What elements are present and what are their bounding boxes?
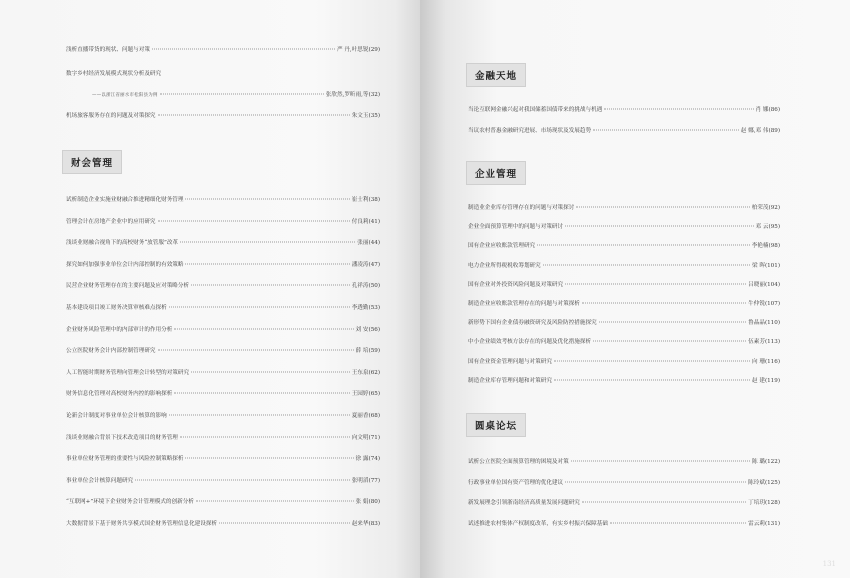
- toc-leader: [174, 328, 353, 329]
- toc-leader: [158, 220, 350, 221]
- toc-entry: 试述推进农村集体产权制度改革，有实乡村振兴保障基础 雷云莉 ( 131 ): [468, 521, 780, 528]
- toc-leader: [582, 303, 746, 304]
- toc-title: 当论互联网金融兴起对我国储蓄国债带来的挑战与机遇: [468, 107, 603, 113]
- section-heading: 圆桌论坛: [466, 413, 526, 437]
- toc-authors: 雷云莉: [748, 521, 765, 528]
- toc-entry: 当论互联网金融兴起对我国储蓄国债带来的挑战与机遇 肖 娜 ( 86 ): [468, 107, 780, 113]
- toc-authors: 徐 露: [355, 456, 369, 463]
- toc-leader: [185, 199, 349, 200]
- toc-authors: 李透勤: [351, 305, 369, 311]
- toc-leader: [576, 207, 749, 208]
- toc-authors: 肖 娜: [755, 107, 769, 113]
- toc-authors: 潘凌涛: [351, 261, 369, 268]
- toc-leader: [537, 245, 750, 246]
- toc-page-number: 98: [770, 243, 778, 250]
- toc-title: 民营企业财务管理存在的主要问题及应对策略分析: [66, 283, 190, 290]
- toc-page-number: 107: [767, 301, 778, 307]
- toc-authors: 王园婷: [351, 391, 369, 398]
- toc-title: 企业财务风险管理中的内部审计的作用分析: [66, 326, 173, 333]
- toc-leader: [582, 502, 746, 503]
- toc-authors: 刘 安: [355, 326, 369, 333]
- toc-leader: [565, 481, 746, 482]
- toc-entry: 民营企业财务管理存在的主要问题及应对策略分析 孔祥涛 ( 50 ): [66, 283, 380, 290]
- toc-entry: 制造企业库存管理问题和对策研究 赵 建 ( 119 ): [468, 377, 780, 384]
- toc-authors: 王东泉: [351, 369, 369, 376]
- toc-page-number: 44: [370, 240, 378, 247]
- toc-title: 公立医院财务会计内部控制管理研究: [66, 348, 156, 355]
- toc-leader: [158, 350, 354, 351]
- toc-title: 人工智能时期财务管理向管理会计转型的对策研究: [66, 369, 190, 376]
- toc-leader: [169, 415, 350, 416]
- toc-page-number: 53: [370, 305, 378, 311]
- toc-title: 企业全面预算管理中的问题与对策研讨: [468, 224, 564, 231]
- toc-page-number: 122: [767, 459, 778, 465]
- toc-title: 试析制造企业实施业财融合推进精细化财务管理: [66, 197, 184, 203]
- toc-authors: 赵 建: [751, 377, 765, 384]
- toc-entry: 试析制造企业实施业财融合推进精细化财务管理 崔士利 ( 38 ): [66, 197, 380, 203]
- toc-entry: 财务信息化管理对高校财务内控的影响探析 王园婷 ( 65 ): [66, 391, 380, 398]
- toc-entry-subtitle: ——以浙江省丽水市松阳县为例 张欣然,罗昕雨,等 ( 32 ): [92, 92, 380, 98]
- toc-page-number: 50: [370, 283, 378, 290]
- toc-leader: [158, 115, 350, 116]
- toc-page-number: 95: [770, 224, 778, 231]
- toc-page-number: 110: [767, 320, 778, 327]
- toc-authors: 向文明: [351, 434, 369, 441]
- toc-authors: 严 丹,叶思锐: [336, 47, 369, 53]
- toc-leader: [196, 501, 354, 502]
- toc-entry: 浅谈业财融合背景下技术改造项目的财务管理 向文明 ( 71 ): [66, 434, 380, 441]
- toc-page-number: 77: [370, 477, 378, 484]
- toc-authors: 李艳楠: [751, 243, 769, 250]
- toc-title: 基本建设项目竣工财务决算审核难点探析: [66, 305, 167, 311]
- toc-entry: 新形势下国有企业债券融资研究及风险防控措施探究 鲁晶晶 ( 110 ): [468, 320, 780, 327]
- toc-page-number: 89: [770, 127, 778, 134]
- toc-authors: 伍素芳: [748, 339, 765, 346]
- toc-page-number: 83: [370, 521, 378, 527]
- toc-title: 试述推进农村集体产权制度改革，有实乡村振兴保障基础: [468, 521, 608, 528]
- toc-leader: [191, 285, 350, 286]
- toc-title: 浅谈业财融合视角下的高校财务“放管服”改革: [66, 240, 179, 247]
- toc-entry: 试析公立医院全面预算管理的困境及对策 陈 璐 ( 122 ): [468, 459, 780, 465]
- toc-authors: 张 娟: [355, 499, 369, 506]
- toc-entry: 浅析直播带货的现状、问题与对策 严 丹,叶思锐 ( 29 ): [66, 47, 380, 53]
- toc-entry: 机场旅客服务存在的问题及对策探究 朱文玉 ( 35 ): [66, 113, 380, 119]
- toc-page-number: 62: [370, 369, 378, 376]
- toc-title: 中小企业绩效考核方法存在的问题及优化措施探析: [468, 339, 592, 346]
- toc-subtitle: ——以浙江省丽水市松阳县为例: [92, 93, 158, 98]
- toc-leader: [180, 436, 350, 437]
- toc-leader: [593, 129, 739, 130]
- toc-page-number: 113: [767, 339, 778, 346]
- toc-entry: 制造业企业库存管理存在的问题与对策探讨 柏荣茂 ( 92 ): [468, 205, 780, 211]
- toc-leader: [185, 263, 349, 264]
- toc-title: 新发展理念引领浙南经济高质量发展问题研究: [468, 500, 580, 507]
- toc-leader: [571, 461, 750, 462]
- toc-title: 探究如何加强事业单位会计内部控制的有效策略: [66, 261, 184, 268]
- toc-title: 机场旅客服务存在的问题及对策探究: [66, 113, 156, 119]
- toc-title: 当议农村普惠金融研究进展、市场现状及发展趋势: [468, 127, 592, 134]
- toc-leader: [543, 264, 750, 265]
- toc-page-number: 65: [370, 391, 378, 398]
- toc-authors: 吕晓丽: [748, 281, 765, 288]
- toc-leader: [180, 242, 355, 243]
- toc-entry: 事业单位财务管理的重要性与风险控制策略探析 徐 露 ( 74 ): [66, 456, 380, 463]
- toc-authors: 梁 晖: [751, 262, 765, 269]
- toc-authors: 赵来华: [351, 521, 369, 527]
- toc-page-number: 74: [370, 456, 378, 463]
- toc-page-number: 128: [767, 500, 778, 507]
- toc-title: 电力企业所得税税收筹划研究: [468, 262, 541, 269]
- toc-title: 论新会计制度对事业单位会计核算的影响: [66, 413, 167, 419]
- toc-title: 事业单位财务管理的重要性与风险控制策略探析: [66, 456, 184, 463]
- toc-authors: 崔士利: [351, 197, 369, 203]
- toc-leader: [174, 393, 349, 394]
- toc-leader: [160, 94, 324, 95]
- toc-entry: 企业全面预算管理中的问题与对策研讨 邓 云 ( 95 ): [468, 224, 780, 231]
- toc-entry: 事业单位会计核算问题研究 张明滔 ( 77 ): [66, 477, 380, 484]
- toc-title: 浅析直播带货的现状、问题与对策: [66, 47, 150, 53]
- toc-page-number: 41: [370, 218, 378, 225]
- toc-leader: [599, 322, 746, 323]
- section-heading: 财会管理: [62, 150, 122, 174]
- toc-authors: 赵 娜,邓 伟: [740, 127, 769, 134]
- toc-title: 数字乡村经济发展模式现状分析及研究: [66, 71, 162, 77]
- toc-authors: 丁培玥: [748, 500, 765, 507]
- toc-page-number: 119: [767, 377, 778, 384]
- toc-leader: [191, 371, 350, 372]
- toc-title: 行政事业单位国有资产管理的优化建议: [468, 479, 564, 486]
- toc-page-number: 32: [370, 92, 378, 98]
- toc-page-number: 101: [767, 262, 778, 269]
- section-heading: 企业管理: [466, 161, 526, 185]
- toc-title: 大数据背景下基于财务共享模式国企财务管理信息化建设探析: [66, 521, 218, 527]
- toc-title: 事业单位会计核算问题研究: [66, 477, 134, 484]
- toc-page-number: 68: [370, 413, 378, 419]
- toc-page-number: 59: [370, 348, 378, 355]
- toc-authors: 张欣然,罗昕雨,等: [325, 92, 369, 98]
- toc-authors: 牛仲锐: [748, 301, 765, 307]
- toc-title: 管理会计在房地产企业中的应用研究: [66, 218, 156, 225]
- toc-authors: 陈玲斌: [748, 479, 765, 486]
- toc-leader: [219, 523, 350, 524]
- toc-page-number: 35: [370, 113, 378, 119]
- toc-title: 制造企业应收账款管理存在的问题与对策探析: [468, 301, 580, 307]
- toc-authors: 朱文玉: [351, 113, 369, 119]
- toc-page-number: 47: [370, 261, 378, 268]
- right-page: [420, 0, 850, 578]
- toc-authors: 鲁晶晶: [748, 320, 765, 327]
- toc-title: 浅谈业财融合背景下技术改造项目的财务管理: [66, 434, 178, 441]
- toc-leader: [169, 307, 350, 308]
- toc-entry: 行政事业单位国有资产管理的优化建议 陈玲斌 ( 125 ): [468, 479, 780, 486]
- toc-leader: [593, 341, 746, 342]
- page-number-watermark: 131: [822, 560, 836, 568]
- toc-entry: 浅谈业财融合视角下的高校财务“放管服”改革 张丽 ( 44 ): [66, 240, 380, 247]
- toc-page-number: 29: [370, 47, 378, 53]
- toc-leader: [135, 479, 350, 480]
- toc-authors: 向 珊: [751, 358, 765, 365]
- toc-authors: 薛 培: [355, 348, 369, 355]
- toc-authors: 夏丽香: [351, 413, 369, 419]
- toc-authors: 张明滔: [351, 477, 369, 484]
- toc-entry: 大数据背景下基于财务共享模式国企财务管理信息化建设探析 赵来华 ( 83 ): [66, 521, 380, 527]
- toc-page-number: 80: [370, 499, 378, 506]
- toc-authors: 张丽: [357, 240, 369, 247]
- toc-leader: [604, 109, 753, 110]
- toc-leader: [185, 458, 353, 459]
- toc-page-number: 125: [767, 479, 778, 486]
- toc-entry: “互联网+”环境下企业财务会计管理模式的创新分析 张 娟 ( 80 ): [66, 499, 380, 506]
- toc-title: 国有企业对外投资风险问题及对策研究: [468, 281, 564, 288]
- toc-entry: 论新会计制度对事业单位会计核算的影响 夏丽香 ( 68 ): [66, 413, 380, 419]
- toc-entry: 探究如何加强事业单位会计内部控制的有效策略 潘凌涛 ( 47 ): [66, 261, 380, 268]
- toc-entry: 国有企业对外投资风险问题及对策研究 吕晓丽 ( 104 ): [468, 281, 780, 288]
- toc-leader: [565, 283, 746, 284]
- toc-entry: 公立医院财务会计内部控制管理研究 薛 培 ( 59 ): [66, 348, 380, 355]
- toc-page-number: 131: [767, 521, 778, 528]
- toc-entry: 企业财务风险管理中的内部审计的作用分析 刘 安 ( 56 ): [66, 326, 380, 333]
- toc-leader: [565, 226, 753, 227]
- toc-entry: 制造企业应收账款管理存在的问题与对策探析 牛仲锐 ( 107 ): [468, 301, 780, 307]
- toc-entry: 基本建设项目竣工财务决算审核难点探析 李透勤 ( 53 ): [66, 305, 380, 311]
- toc-title: 新形势下国有企业债券融资研究及风险防控措施探究: [468, 320, 597, 327]
- toc-page-number: 116: [767, 358, 778, 365]
- toc-title: “互联网+”环境下企业财务会计管理模式的创新分析: [66, 499, 194, 506]
- toc-title: 试析公立医院全面预算管理的困境及对策: [468, 459, 569, 465]
- toc-page-number: 86: [770, 107, 778, 113]
- toc-title: 财务信息化管理对高校财务内控的影响探析: [66, 391, 173, 398]
- toc-authors: 孔祥涛: [351, 283, 369, 290]
- toc-leader: [610, 523, 746, 524]
- toc-authors: 柏荣茂: [751, 205, 769, 211]
- toc-entry: 人工智能时期财务管理向管理会计转型的对策研究 王东泉 ( 62 ): [66, 369, 380, 376]
- toc-leader: [554, 379, 750, 380]
- toc-page-number: 71: [370, 434, 378, 441]
- toc-page-number: 104: [767, 281, 778, 288]
- toc-entry: 电力企业所得税税收筹划研究 梁 晖 ( 101 ): [468, 262, 780, 269]
- toc-authors: 付良莉: [351, 218, 369, 225]
- toc-title: 制造企业库存管理问题和对策研究: [468, 377, 552, 384]
- section-heading: 金融天地: [466, 63, 526, 87]
- toc-entry: 国有企业资金管理问题与对策研究 向 珊 ( 116 ): [468, 358, 780, 365]
- toc-authors: 陈 璐: [751, 459, 765, 465]
- toc-title: 国有企业资金管理问题与对策研究: [468, 358, 552, 365]
- toc-entry: 中小企业绩效考核方法存在的问题及优化措施探析 伍素芳 ( 113 ): [468, 339, 780, 346]
- left-page: [0, 0, 420, 578]
- toc-page-number: 56: [370, 326, 378, 333]
- toc-authors: 邓 云: [755, 224, 769, 231]
- toc-entry: 新发展理念引领浙南经济高质量发展问题研究 丁培玥 ( 128 ): [468, 500, 780, 507]
- toc-entry: 当议农村普惠金融研究进展、市场现状及发展趋势 赵 娜,邓 伟 ( 89 ): [468, 127, 780, 134]
- toc-page-number: 92: [770, 205, 778, 211]
- toc-title: 制造业企业库存管理存在的问题与对策探讨: [468, 205, 575, 211]
- toc-entry: 国有企业应收账款管理研究 李艳楠 ( 98 ): [468, 243, 780, 250]
- toc-leader: [554, 360, 750, 361]
- toc-page-number: 38: [370, 197, 378, 203]
- toc-title: 国有企业应收账款管理研究: [468, 243, 536, 250]
- toc-entry: 管理会计在房地产企业中的应用研究 付良莉 ( 41 ): [66, 218, 380, 225]
- toc-leader: [152, 49, 335, 50]
